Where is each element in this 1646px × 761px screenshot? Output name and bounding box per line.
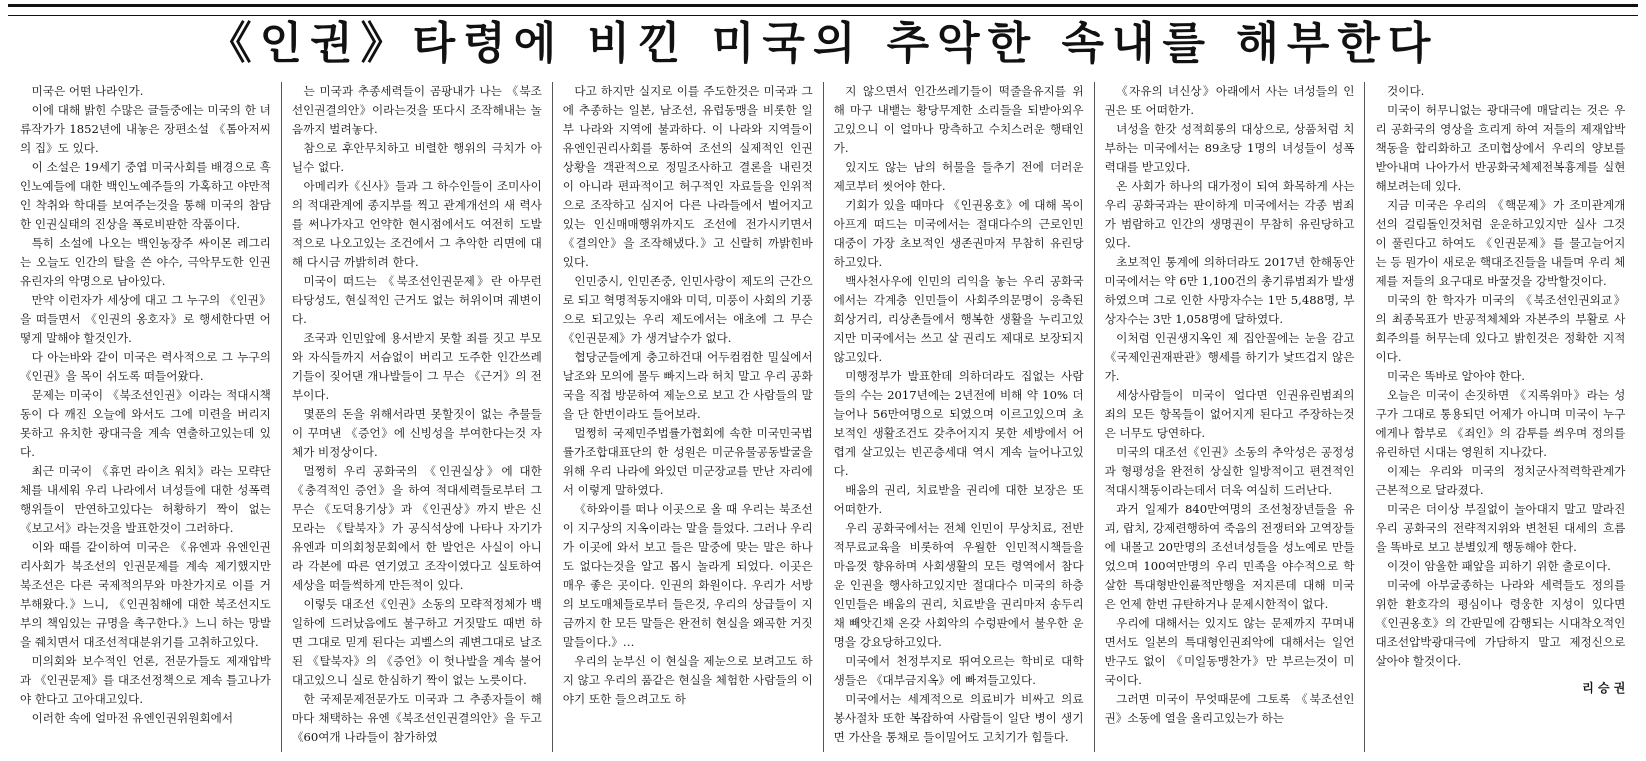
paragraph: 이처럼 인권생지옥인 제 집안꼴에는 눈을 감고 《국제인권재판관》행세를 하기가 낯뜨겁지 않은가. <box>1104 331 1355 383</box>
paragraph: 인민중시, 인민존중, 인민사랑이 제도의 근간으로 되고 혁명적동지애와 미덕, 미풍이 사회의 기풍으로 되고있는 우리 제도에서는 애초에 그 무슨 《인권문제》가 생겨날수가 없다. <box>562 274 813 345</box>
article-headline: 《인권》타령에 비낀 미국의 추악한 속내를 해부한다 <box>207 18 1439 69</box>
paragraph: 이제는 우리와 미국의 정치군사적력학관계가 근본적으로 달라졌다. <box>1375 464 1626 497</box>
paragraph: 이러한 속에 얼마전 유엔인권위원회에서 <box>31 711 234 725</box>
article-column <box>552 82 823 752</box>
paragraph: 문제는 미국이 《북조선인권》이라는 적대시책동이 다 깨진 오늘에 와서도 그에 미련을 버리지 못하고 유치한 광대극을 계속 연출하고있는데 있다. <box>20 388 271 459</box>
paragraph: 미국이 떠드는 《북조선인권문제》란 아무런 타당성도, 현실적인 근거도 없는 허위이며 궤변이다. <box>291 274 542 326</box>
paragraph: 과거 일제가 840만여명의 조선청장년들을 유괴, 랍치, 강제련행하여 죽음의 전쟁터와 고역장들에 내몰고 20만명의 조선녀성들을 성노예로 만들었으며 100여만명의 우리 민족을 야수적으로 학살한 특대형반인륜적만행을 저지른데 대해 미국은 언제 한번 규탄하거나 문제시한적이 없다. <box>1104 502 1355 611</box>
paragraph: 백사천사우에 인민의 리익을 놓는 우리 공화국에서는 각계층 인민들이 사회주의문명이 응축된 희상거리, 리상촌들에서 행복한 생활을 누리고있지만 미국에서는 쓰고 살 권리도 제대로 보장되지 않고있다. <box>833 274 1084 364</box>
paragraph: 협당군들에게 충고하건대 어두컴컴한 밀실에서 날조와 모의에 몰두 빠지느라 허치 말고 우리 공화국을 직접 방문하여 제눈으로 보고 간 사람들의 말을 단 한번이라도 들어보라. <box>562 350 813 421</box>
article-column <box>1094 82 1365 752</box>
paragraph: 지금 미국은 우리의 《핵문제》가 조미관계개선의 걸림돌인것처럼 운운하고있지만 실사 그것이 풀린다고 하여도 《인권문제》를 물고늘어지는 등 뭔가이 새로운 핵대조진들을 내들며 우리 체제를 저들의 요구대로 바꿀것을 강박할것이다. <box>1375 198 1626 288</box>
paragraph: 이와 때를 같이하여 미국은 《유엔과 유엔인권리사회가 북조선의 인권문제를 계속 제기했지만 북조선은 다른 국제적의무와 마찬가지로 이를 거부해왔다.》느니, 《인권침해에 대한 북조선지도부의 책임있는 규명을 촉구한다.》느니 하는 망발을 줴치면서 대조선적대분위기를 고취하고있다. <box>20 540 271 649</box>
paragraph: 특히 소설에 나오는 백인농장주 싸이몬 레그리는 오늘도 인간의 탈을 쓴 야수, 극악무도한 인권유린자의 악명으로 남아있다. <box>20 236 271 288</box>
paragraph: 멀쩡히 우리 공화국의 《인권실상》에 대한 《충격적인 증언》을 하여 적대세력들로부터 그 무슨 《도덕용기상》과 《인권상》까지 받은 신 모라는 《탈북자》가 공식석상에 나타나 자기가 유엔과 미의회청문회에서 한 발언은 사실이 아니라 각본에 따른 연기였고 조작이였다고 실토하여 세상을 떠들썩하게 만든적이 있다. <box>291 464 542 592</box>
paragraph: 미국의 한 학자가 미국의 《북조선인권외교》의 최종목표가 반공적체체와 자본주의 부활로 사회주의를 허무는데 있다고 밝힌것은 정확한 지적이다. <box>1375 293 1626 364</box>
article-column <box>10 82 281 752</box>
paragraph: 그러면 미국이 무엇때문에 그토록 《북조선인권》소동에 열을 올리고있는가 하는 <box>1104 692 1355 725</box>
paragraph: 참으로 후안무치하고 비렬한 행위의 극치가 아닐수 없다. <box>291 141 542 174</box>
paragraph: 우리 공화국에서는 전체 인민이 무상치료, 전반적무료교육을 비롯하여 우월한 인민적시책들을 마음껏 향유하며 사회생활의 모든 령역에서 참다운 인권을 행사하고있지만 절대다수 미국의 하층인민들은 배움의 권리, 치료받을 권리마저 송두리채 빼앗긴채 온갖 사회악의 수렁판에서 불우한 운명을 강요당하고있다. <box>833 521 1084 649</box>
article-column <box>281 82 552 752</box>
paragraph: 미국에서는 세계적으로 의료비가 비싸고 의료봉사절차 또한 복잡하여 사람들이 일단 병이 생기면 가산을 통채로 들이밀어도 고치기가 힘들다. <box>833 692 1084 744</box>
paragraph: 녀성을 한갓 성적희롱의 대상으로, 상품처럼 치부하는 미국에서는 89초당 1명의 녀성들이 성폭력대를 받고있다. <box>1104 122 1355 174</box>
paragraph: 온 사회가 하나의 대가정이 되여 화목하게 사는 우리 공화국과는 판이하게 미국에서는 각종 범죄가 범람하고 인간의 생명권이 무참히 유린당하고있다. <box>1104 179 1355 250</box>
paragraph: 있지도 않는 남의 허물을 들추기 전에 더러운 제코부터 씻어야 한다. <box>833 160 1084 193</box>
paragraph: 이에 대해 밝힌 수많은 글들중에는 미국의 한 녀류작가가 1852년에 내놓은 장편소설 《톰아저씨의 집》도 있다. <box>20 103 271 155</box>
paragraph: 미국은 똑바로 알아야 한다. <box>1387 369 1525 383</box>
paragraph: 다 아는바와 같이 미국은 력사적으로 그 누구의 《인권》을 목이 쉬도록 떠들어왔다. <box>20 350 271 383</box>
paragraph: 최근 미국이 《휴먼 라이츠 워치》라는 모략단체를 내세워 우리 나라에서 녀성들에 대한 성폭력행위들이 만연하고있다는 허황하기 짝이 없는 《보고서》라는것을 발표한것이 그러하다. <box>20 464 271 535</box>
paragraph: 이것이 암울한 패앞을 피하기 위한 출로이다. <box>1387 559 1611 573</box>
paragraph: 미국에서 천정부지로 뛰여오르는 학비로 대학생들은 《대부금지옥》에 빠져들고있다. <box>833 654 1084 687</box>
paragraph: 우리에 대해서는 있지도 않는 문제까지 꾸며내면서도 일본의 특대형인권죄악에 대해서는 일언반구도 없이 《미일동맹찬가》만 부르는것이 미국이다. <box>1104 616 1355 687</box>
author-byline: 리 승 권 <box>1582 681 1626 695</box>
paragraph: 미국의 대조선《인권》소동의 추악성은 공정성과 형평성을 완전히 상실한 일방적이고 편견적인 적대시책동이라는데서 더욱 여실히 드러난다. <box>1104 445 1355 497</box>
paragraph: 배움의 권리, 치료받을 권리에 대한 보장은 또 어떠한가. <box>833 483 1084 516</box>
paragraph: 《자유의 녀신상》아래에서 사는 녀성들의 인권은 또 어떠한가. <box>1104 84 1355 117</box>
article-body <box>10 82 1636 752</box>
paragraph: 것이다. <box>1387 84 1425 98</box>
paragraph: 아메리카《신사》들과 그 하수인들이 조미사이의 적대관계에 종지부를 찍고 관계개선의 새 력사를 써나가자고 언약한 현시점에서도 여전히 도발적으로 나오고있는 조건에서 그 추악한 리면에 대해 다시금 까밝히려 한다. <box>291 179 542 269</box>
paragraph: 조국과 인민앞에 용서받지 못할 죄를 짓고 부모와 자식들까지 서슴없이 버리고 도주한 인간쓰레기들이 짖어댄 개나발들이 그 무슨 《근거》의 전부이다. <box>291 331 542 402</box>
paragraph: 우리의 눈부신 이 현실을 제눈으로 보려고도 하지 않고 우리의 품같은 현실을 체험한 사람들의 이야기 또한 들으려고도 하 <box>562 654 813 706</box>
paragraph: 지 않으면서 인간쓰레기들이 떡줄을유지를 위해 마구 내뱉는 황당무계한 소리들을 되받아외우고있으니 이 얼마나 망측하고 수치스러운 행태인가. <box>833 84 1084 155</box>
paragraph: 미행정부가 발표한데 의하더라도 집없는 사람들의 수는 2017년에는 2년전에 비해 약 10% 더 늘어나 56만여명으로 되였으며 이르고있으며 초보적인 생활조건도 갖추어지지 못한 세방에서 어렵게 살고있는 빈곤층세대 역시 계속 늘어나고있다. <box>833 369 1084 478</box>
paragraph: 몇푼의 돈을 위해서라면 못할짓이 없는 추물들이 꾸며낸 《증언》에 신빙성을 부여한다는것 자체가 비정상이다. <box>291 407 542 459</box>
paragraph: 미국은 어떤 나라인가. <box>31 84 144 98</box>
article-column <box>1364 82 1635 752</box>
paragraph: 이 소설은 19세기 중엽 미국사회를 배경으로 흑인노예들에 대한 백인노예주들의 가혹하고 야만적인 착취와 학대를 보여주는것을 통해 미국의 참담한 인권실태의 진상을 폭로비판한 작품이다. <box>20 160 271 231</box>
article-column <box>823 82 1094 752</box>
paragraph: 오늘은 미국이 손짓하면 《지록위마》라는 성구가 그대로 통용되던 어제가 아니며 미국이 누구에게나 함부로 《죄인》의 감투를 씌우며 정의를 유린하던 시대는 영원히 지나갔다. <box>1375 388 1626 459</box>
paragraph: 미국은 더이상 부질없이 놀아대지 말고 말라진 우리 공화국의 전략적지위와 변천된 대세의 흐름을 똑바로 보고 분별있게 행동해야 한다. <box>1375 502 1626 554</box>
paragraph: 다고 하지만 실지로 이를 주도한것은 미국과 그에 추종하는 일본, 남조선, 유럽동맹을 비롯한 일부 나라와 지역에 불과하다. 이 나라와 지역들이 유엔인권리사회를 통하여 조선의 실제적인 인권상황을 객관적으로 정밀조사하고 결론을 내린것이 아니라 편파적이고 허구적인 자료들을 인위적으로 조작하고 심지어 다른 나라들에서 벌어지고있는 인신매매행위까지도 조선에 전가시키면서 《결의안》을 조작해냈다.》고 신랄히 까밝힌바 있다. <box>562 84 813 269</box>
paragraph: 세상사람들이 미국이 얼다면 인권유린범죄의 죄의 모든 항목들이 없어지게 된다고 주장하는것은 너무도 당연하다. <box>1104 388 1355 440</box>
paragraph: 초보적인 통계에 의하더라도 2017년 한해동안 미국에서는 약 6만 1,100건의 총기류범죄가 발생하였으며 그로 인한 사망자수는 1만 5,488명, 부상자수는 3만 1,058명에 달하였다. <box>1104 255 1355 326</box>
paragraph: 미의회와 보수적인 언론, 전문가들도 제재압박과 《인권문제》를 대조선정책으로 계속 틀고나가야 한다고 고아대고있다. <box>20 654 271 706</box>
paragraph: 《하와이를 떠나 이곳으로 올 때 우리는 북조선이 지구상의 지옥이라는 말을 들었다. 그러나 우리가 이곳에 와서 보고 들은 말중에 맞는 말은 하나도 없다는것을 알고 몹시 놀라게 되었다. 이곳은 매우 좋은 곳이다. 인권의 화원이다. 우리가 서방의 보도매체들로부터 들은것, 우리의 상급들이 지금까지 한 모든 말들은 완전히 현실을 왜곡한 거짓말들이다.》… <box>562 502 813 649</box>
paragraph: 는 미국과 추종세력들이 곰팡내가 나는 《북조선인권결의안》이라는것을 또다시 조작해내는 놀음까지 벌려놓다. <box>291 84 542 136</box>
paragraph: 한 국제문제전문가도 미국과 그 추종자들이 해마다 채택하는 유엔《북조선인권결의안》을 두고 《60여개 나라들이 참가하였 <box>291 692 542 744</box>
paragraph: 만약 이런자가 세상에 대고 그 누구의 《인권》을 떠들면서 《인권의 옹호자》로 행세한다면 어떻게 말해야 할것인가. <box>20 293 271 345</box>
paragraph: 미국이 허무니없는 광대극에 매달리는 것은 우리 공화국의 영상을 흐리게 하여 저들의 제재압박책동을 합리화하고 조미협상에서 우리의 양보를 받아내며 나아가서 반공화국체제전복흉계를 실현해보려는데 있다. <box>1375 103 1626 193</box>
paragraph: 이렇듯 대조선《인권》소동의 모략적정체가 백일하에 드러났음에도 불구하고 거짓말도 때번 하면 그대로 믿게 된다는 괴벨스의 궤변그대로 날조된 《탈북자》의 《증언》이 헛나발을 계속 불어대고있으니 실로 한심하기 짝이 없는 노릇이다. <box>291 597 542 687</box>
paragraph: 미국에 아부굴종하는 나라와 세력들도 정의를 위한 환호각의 평심이나 령웅한 지성이 있다면 《인권옹호》의 간판밑에 감행되는 시대착오적인 대조선압박광대극에 가담하지 말고 제정신으로 살아야 할것이다. <box>1375 578 1626 668</box>
paragraph: 멀쩡히 국제민주법률가협회에 속한 미국민국법률가조합대표단의 한 성원은 미군유물공동발굴을 위해 우리 나라에 와있던 미군장교를 만난 자리에서 이렇게 말하였다. <box>562 426 813 497</box>
paragraph: 기회가 있을 때마다 《인권옹호》에 대해 목이 아프게 떠드는 미국에서는 절대다수의 근로인민대중이 가장 초보적인 생존권마저 무참히 유린당하고있다. <box>833 198 1084 269</box>
